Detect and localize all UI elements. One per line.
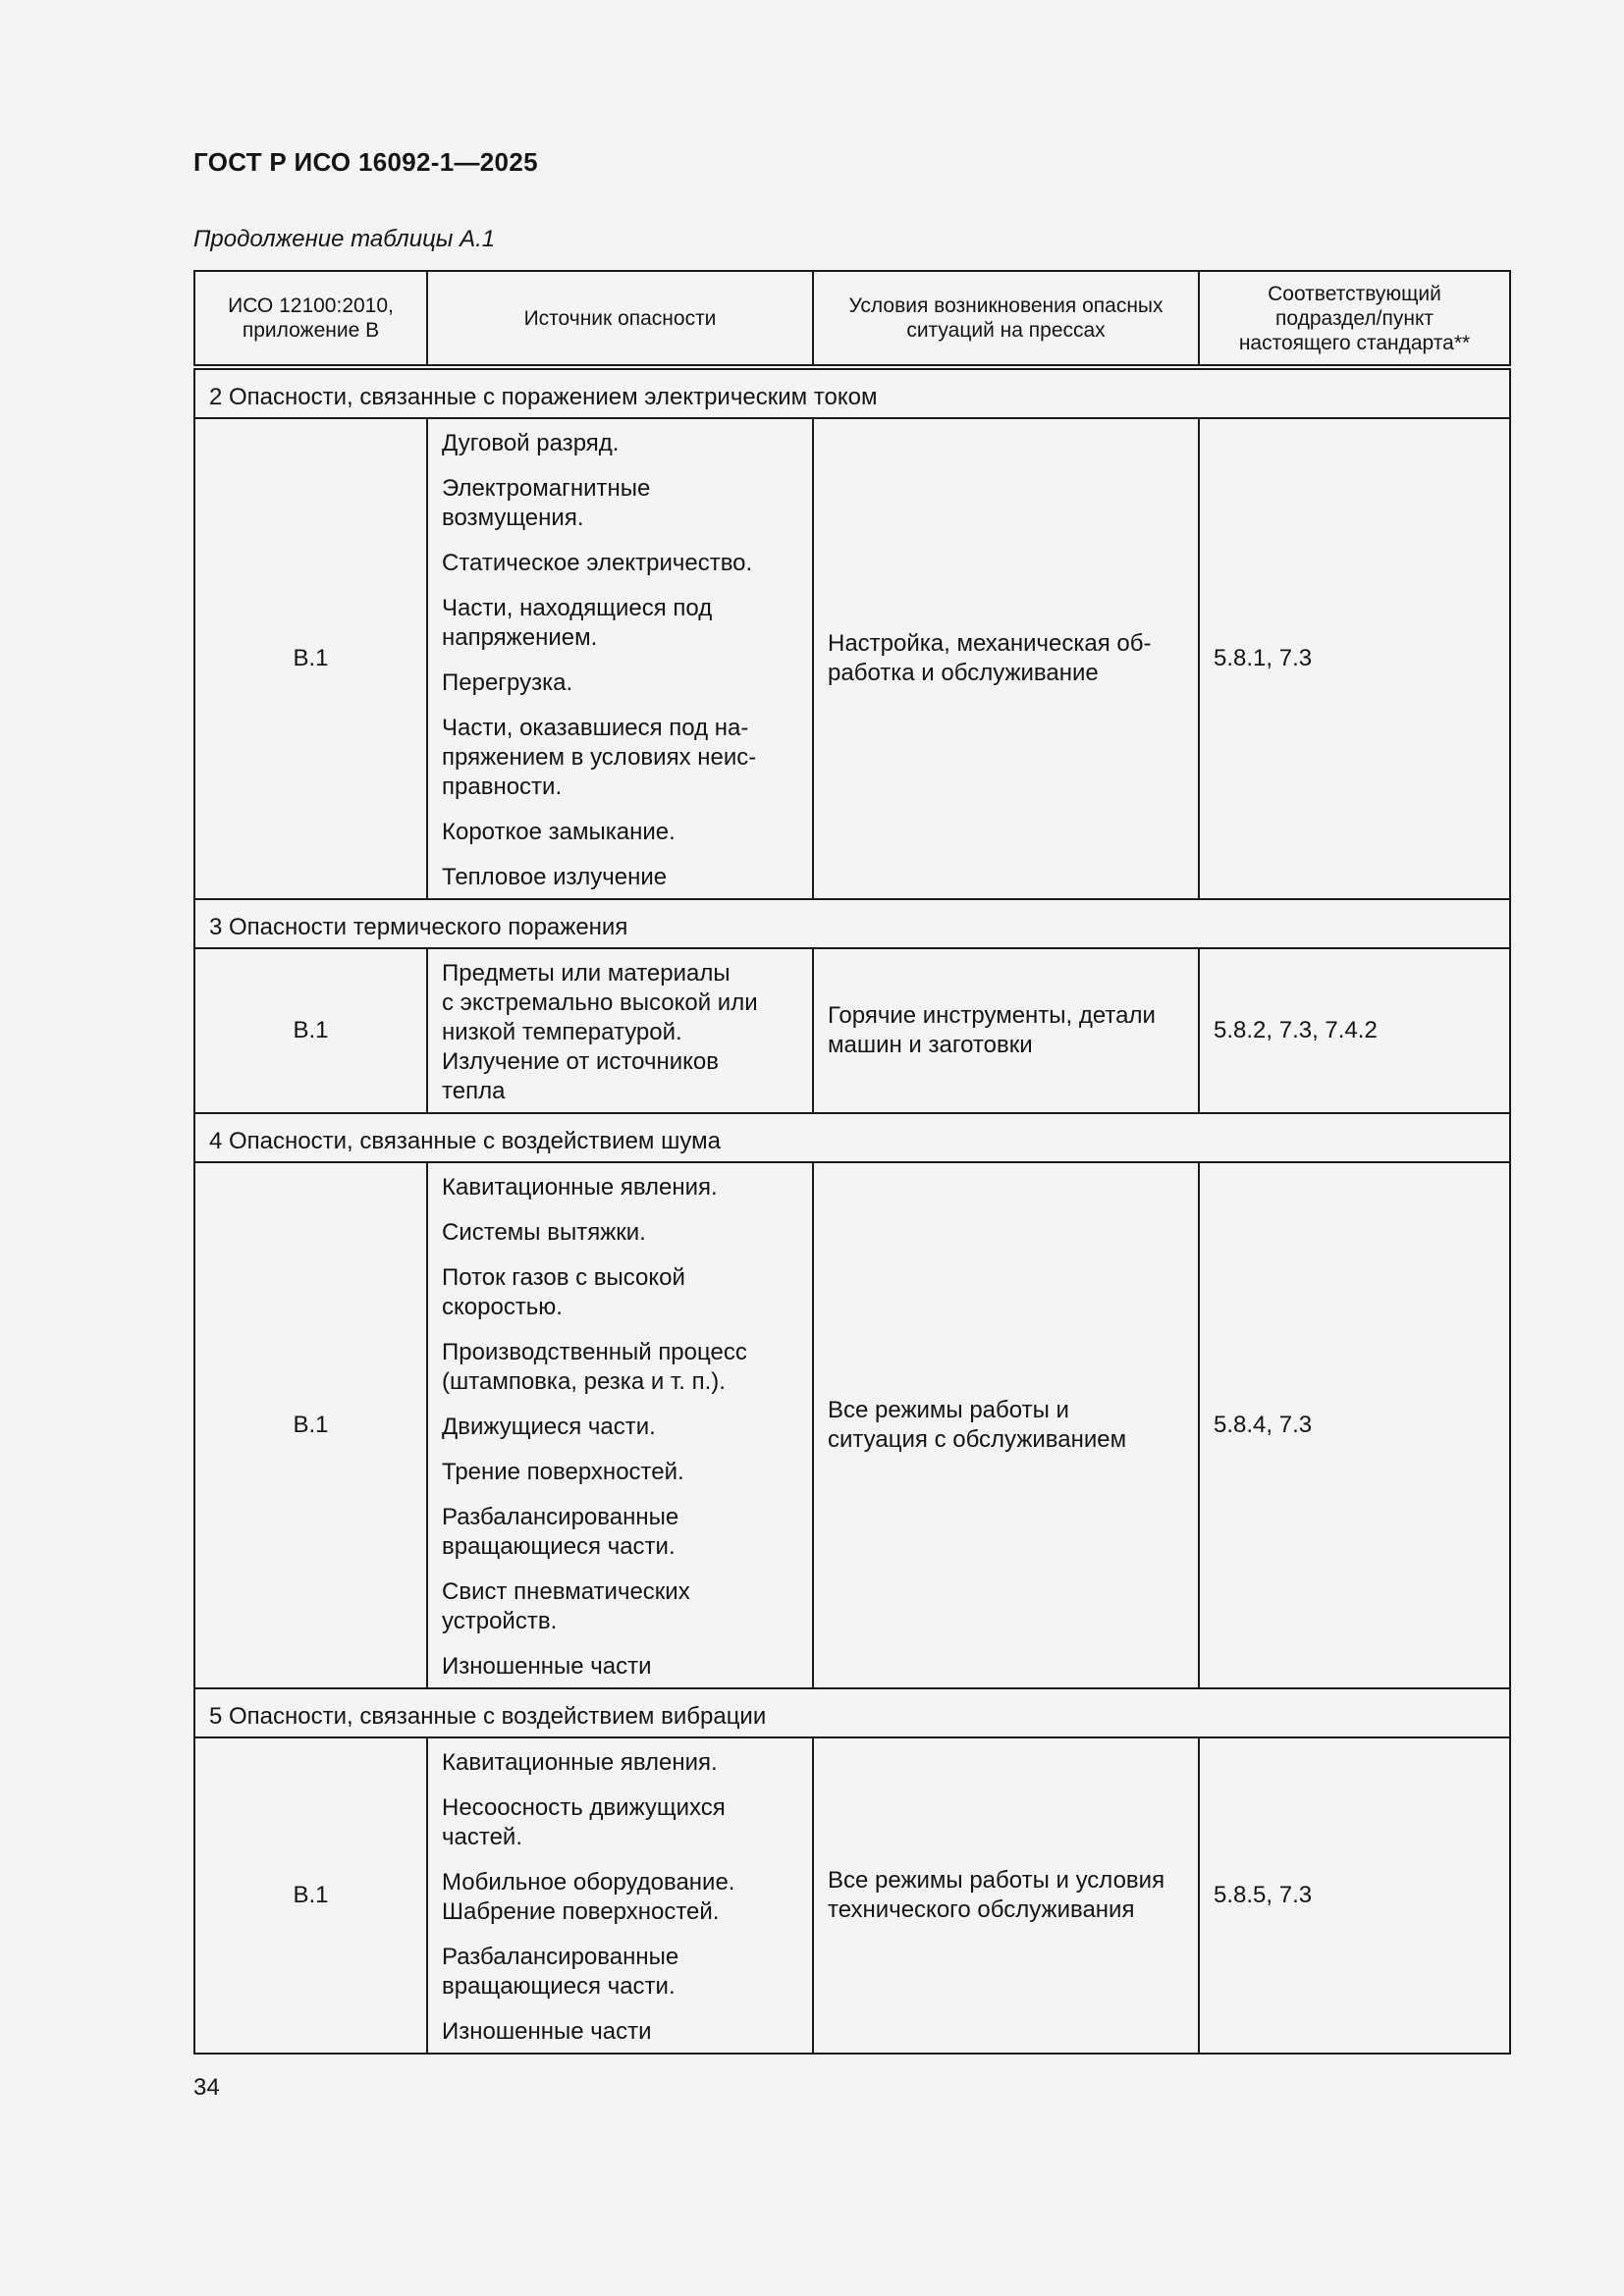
text-line: Соответствующий <box>1268 282 1441 305</box>
hazard-source-item <box>442 1173 798 1202</box>
text-line: Несоосность движущихся <box>442 1794 726 1821</box>
text-line: Производственный процесс <box>442 1339 747 1365</box>
section-title: 3 Опасности термического поражения <box>194 899 1510 948</box>
text-line: Части, находящиеся под <box>442 595 713 621</box>
hazard-conditions-cell <box>813 418 1199 899</box>
hazard-conditions-cell <box>813 1737 1199 2054</box>
text-line: тепла <box>442 1078 506 1104</box>
iso-reference-cell: В.1 <box>194 418 427 899</box>
text-line: Системы вытяжки. <box>442 1219 646 1246</box>
text-line: устройств. <box>442 1608 558 1634</box>
hazard-conditions-cell <box>813 948 1199 1113</box>
hazard-source-item <box>442 1577 798 1636</box>
hazard-sources-cell <box>427 1162 813 1688</box>
text-line: Кавитационные явления. <box>442 1174 718 1201</box>
text-line: Поток газов с высокой <box>442 1264 685 1291</box>
text-line: приложение В <box>242 319 380 342</box>
hazard-source-item <box>442 1748 798 1778</box>
text-line: Кавитационные явления. <box>442 1749 718 1776</box>
iso-reference-cell: В.1 <box>194 948 427 1113</box>
text-line: настоящего стандарта** <box>1238 331 1471 354</box>
hazard-source-item <box>442 2017 798 2047</box>
text-line: Разбалансированные <box>442 1504 679 1530</box>
standard-clause-cell: 5.8.2, 7.3, 7.4.2 <box>1199 948 1510 1113</box>
document-header: ГОСТ Р ИСО 16092-1—2025 <box>193 147 538 177</box>
text-line: Трение поверхностей. <box>442 1459 684 1485</box>
text-line: (штамповка, резка и т. п.). <box>442 1368 726 1395</box>
text-line: ситуаций на прессах <box>906 319 1106 342</box>
hazard-source-item <box>442 1338 798 1397</box>
hazard-source-item <box>442 1652 798 1682</box>
text-line: Части, оказавшиеся под на- <box>442 715 749 741</box>
hazard-source-item <box>442 818 798 847</box>
text-line: напряжением. <box>442 624 598 651</box>
section-row <box>194 367 1510 418</box>
hazard-source-item <box>442 1793 798 1852</box>
text-line: с экстремально высокой или <box>442 989 758 1016</box>
text-line: подраздел/пункт <box>1275 306 1434 330</box>
text-line: Условия возникновения опасных <box>848 294 1164 317</box>
text-line: Перегрузка. <box>442 669 573 696</box>
text-line: вращающиеся части. <box>442 1973 676 2000</box>
standard-clause-cell: 5.8.4, 7.3 <box>1199 1162 1510 1688</box>
hazard-sources-cell <box>427 948 813 1113</box>
hazard-source-item <box>442 1263 798 1322</box>
standard-clause-cell: 5.8.1, 7.3 <box>1199 418 1510 899</box>
hazard-source-item <box>442 863 798 892</box>
text-line: вращающиеся части. <box>442 1533 676 1560</box>
hazard-source-item <box>442 429 798 458</box>
hazard-source-item <box>442 1413 798 1442</box>
column-header <box>813 271 1199 367</box>
hazard-sources-cell <box>427 418 813 899</box>
text-line: Движущиеся части. <box>442 1414 656 1440</box>
text-line: Шабрение поверхностей. <box>442 1898 720 1925</box>
column-header <box>427 271 813 367</box>
text-line: Свист пневматических <box>442 1578 690 1605</box>
hazard-source-item <box>442 1218 798 1248</box>
section-title: 4 Опасности, связанные с воздействием шума <box>194 1113 1510 1162</box>
text-line: Мобильное оборудование. <box>442 1869 735 1896</box>
text-line: Короткое замыкание. <box>442 819 676 845</box>
text-line: работка и обслуживание <box>828 660 1099 686</box>
hazard-source-item <box>442 474 798 533</box>
text-line: ИСО 12100:2010, <box>228 294 394 317</box>
text-line: Электромагнитные <box>442 475 651 502</box>
hazard-source-item <box>442 1458 798 1487</box>
hazard-source-item <box>442 549 798 578</box>
text-line: Разбалансированные <box>442 1944 679 1970</box>
text-line: Настройка, механическая об- <box>828 630 1152 657</box>
text-line: Источник опасности <box>523 306 717 330</box>
hazard-source-item <box>442 1943 798 2002</box>
table-row <box>194 948 1510 1113</box>
text-line: Все режимы работы и <box>828 1397 1069 1423</box>
text-line: Дуговой разряд. <box>442 430 620 456</box>
hazard-source-item <box>442 714 798 802</box>
text-line: Излучение от источников <box>442 1048 719 1075</box>
text-line: Горячие инструменты, детали <box>828 1002 1156 1029</box>
hazard-source-item <box>442 1868 798 1927</box>
standard-clause-cell: 5.8.5, 7.3 <box>1199 1737 1510 2054</box>
text-line: машин и заготовки <box>828 1032 1033 1058</box>
text-line: Тепловое излучение <box>442 864 668 890</box>
text-line: технического обслуживания <box>828 1896 1135 1923</box>
hazard-source-item <box>442 959 798 1106</box>
text-line: Изношенные части <box>442 1653 652 1680</box>
table-row <box>194 418 1510 899</box>
hazard-source-item <box>442 668 798 698</box>
text-line: Изношенные части <box>442 2018 652 2045</box>
hazard-source-item <box>442 594 798 653</box>
section-row <box>194 899 1510 948</box>
hazard-source-item <box>442 1503 798 1562</box>
text-line: возмущения. <box>442 505 584 531</box>
text-line: пряжением в условиях неис- <box>442 744 757 771</box>
table-header-row <box>194 271 1510 367</box>
text-line: частей. <box>442 1824 522 1850</box>
hazard-conditions-cell <box>813 1162 1199 1688</box>
iso-reference-cell: В.1 <box>194 1162 427 1688</box>
table-row <box>194 1737 1510 2054</box>
section-title: 5 Опасности, связанные с воздействием вибрации <box>194 1688 1510 1737</box>
column-header <box>194 271 427 367</box>
text-line: Все режимы работы и условия <box>828 1867 1165 1894</box>
text-line: правности. <box>442 774 563 800</box>
table-caption: Продолжение таблицы А.1 <box>193 226 496 252</box>
hazard-sources-cell <box>427 1737 813 2054</box>
text-line: низкой температурой. <box>442 1019 682 1045</box>
section-title: 2 Опасности, связанные с поражением электрическим током <box>194 367 1510 418</box>
table-row <box>194 1162 1510 1688</box>
text-line: Предметы или материалы <box>442 960 731 987</box>
section-row <box>194 1688 1510 1737</box>
text-line: ситуация с обслуживанием <box>828 1426 1127 1453</box>
section-row <box>194 1113 1510 1162</box>
text-line: скоростью. <box>442 1294 563 1320</box>
page-number: 34 <box>193 2074 220 2101</box>
hazards-table <box>193 270 1511 2055</box>
text-line: Статическое электричество. <box>442 550 753 576</box>
iso-reference-cell: В.1 <box>194 1737 427 2054</box>
column-header <box>1199 271 1510 367</box>
